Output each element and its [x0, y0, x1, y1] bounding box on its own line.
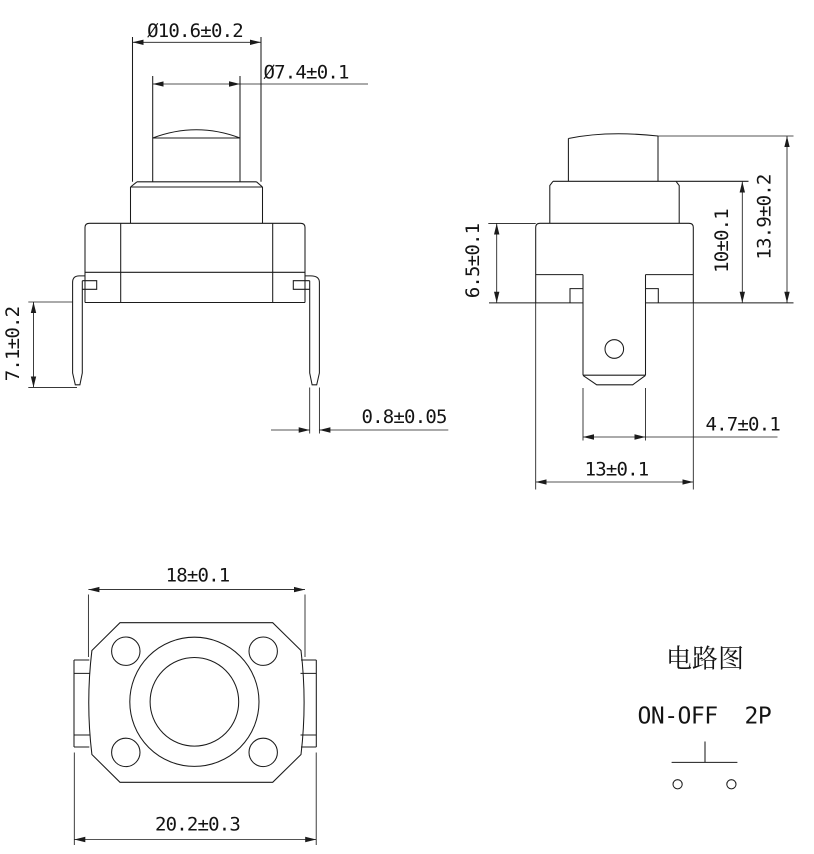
- button-dome-arc: [153, 130, 240, 138]
- left-side-tabs: [74, 660, 90, 747]
- terminal-tip-chamfer: [583, 375, 646, 384]
- bottom-view: [74, 565, 316, 846]
- front-view-dimensions: [2, 20, 448, 434]
- upper-height-dim-text: 10±0.1: [711, 209, 733, 273]
- corner-hole-top-right: [249, 637, 277, 665]
- total-height-dim-text: 13.9±0.2: [753, 174, 776, 260]
- switch-function-label: ON-OFF: [637, 703, 718, 730]
- terminal-left-barb: [570, 289, 583, 303]
- left-pin: [73, 276, 85, 385]
- body-width-dim-text: 13±0.1: [584, 458, 649, 481]
- bottom-view-outline: [74, 623, 316, 783]
- collar-left-chamfer-wall: [550, 181, 553, 223]
- cap-inner-dim-text: Ø7.4±0.1: [263, 61, 349, 84]
- stem-outer-circle: [130, 637, 259, 766]
- terminal-hole: [605, 340, 624, 359]
- collar-lip-left-slant: [131, 182, 138, 187]
- collar-lip-right-slant: [257, 182, 263, 187]
- terminal-width-dim-text: 4.7±0.1: [705, 413, 780, 436]
- pin-length-dim-text: 7.1±0.2: [2, 306, 24, 382]
- base-height-dim-text: 6.5±0.1: [462, 223, 484, 299]
- front-view-outline: [73, 37, 320, 385]
- base-outline: [536, 223, 694, 302]
- circuit-title: 电路图: [665, 644, 745, 675]
- side-view-dimensions: [462, 136, 794, 490]
- front-view: [2, 20, 448, 434]
- corner-hole-top-left: [112, 637, 140, 665]
- left-pin-notch: [82, 281, 96, 290]
- body-outline: [85, 223, 305, 302]
- side-view: [462, 134, 794, 490]
- cap-outer-dim-text: Ø10.6±0.2: [147, 20, 243, 42]
- collar-right-chamfer-wall: [676, 181, 679, 223]
- side-view-outline: [489, 134, 794, 385]
- stem-inner-circle: [150, 658, 239, 747]
- switch-contact-left: [673, 780, 682, 789]
- plan-width-dim-text: 18±0.1: [165, 564, 230, 587]
- pin-thickness-dim-text: 0.8±0.05: [361, 406, 447, 428]
- right-pin: [305, 276, 319, 385]
- circuit-diagram: [638, 645, 772, 789]
- poles-label: 2P: [744, 703, 772, 730]
- cap-top-arc: [568, 134, 658, 139]
- switch-contact-right: [727, 780, 736, 789]
- right-pin-notch: [293, 281, 309, 290]
- overall-width-dim-text: 20.2±0.3: [154, 813, 241, 836]
- base-plan-outline: [89, 623, 304, 783]
- corner-hole-bottom-right: [249, 738, 277, 766]
- terminal-right-barb: [646, 289, 659, 303]
- corner-hole-bottom-left: [112, 738, 140, 766]
- bottom-view-dimensions: [74, 565, 316, 846]
